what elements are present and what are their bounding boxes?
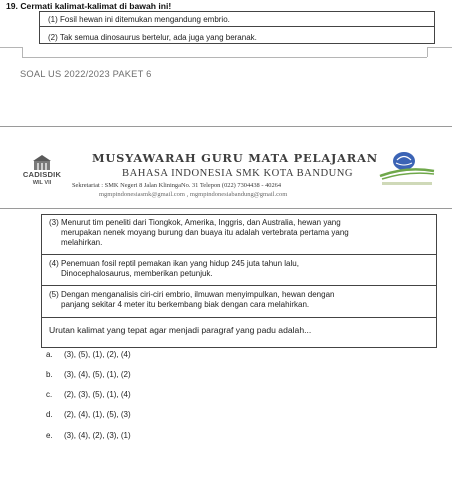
page-edge-line: [427, 47, 428, 57]
option-text: (3), (5), (1), (2), (4): [64, 350, 131, 359]
page-edge-line: [0, 47, 22, 48]
divider: [40, 26, 434, 27]
divider: [42, 317, 436, 318]
sentence-3-line-2: merupakan nenek moyang burung dan buaya itu adalah vertebrata pertama yang: [61, 228, 349, 237]
option-c[interactable]: [46, 390, 131, 399]
option-b[interactable]: [46, 370, 131, 379]
building-emblem-icon: [33, 155, 51, 171]
option-text: (3), (4), (5), (1), (2): [64, 370, 131, 379]
logo-region: WIL VII: [32, 180, 52, 186]
exam-label: SOAL US 2022/2023 PAKET 6: [20, 69, 152, 79]
sentence-4-line-1: (4) Penemuan fosil reptil pemakan ikan yang hidup 245 juta tahun lalu,: [49, 259, 299, 268]
option-letter: a.: [46, 350, 53, 359]
sentence-5-line-1: (5) Dengan menganalisis ciri-ciri embrio, ilmuwan menyimpulkan, hewan dengan: [49, 290, 335, 299]
org-address: Sekretariat : SMK Negeri 8 Jalan KliningaNo. 31 Telepon (022) 7304438 - 40264: [72, 182, 282, 189]
sentence-4-line-2: Dinocephalosaurus, memberikan petunjuk.: [61, 269, 213, 278]
option-text: (2), (3), (5), (1), (4): [64, 390, 131, 399]
question-stem: Urutan kalimat yang tepat agar menjadi paragraf yang padu adalah...: [49, 325, 312, 335]
letterhead-top-line: [0, 126, 452, 127]
sentence-5-line-2: panjang sekitar 4 meter itu berkembang biak dengan cara melahirkan.: [61, 300, 310, 309]
option-text: (2), (4), (1), (5), (3): [64, 410, 131, 419]
letterhead: [0, 126, 452, 210]
option-a[interactable]: [46, 350, 131, 359]
page-edge-line: [427, 47, 452, 48]
letterhead-bottom-line: [0, 208, 452, 209]
sentence-1: (1) Fosil hewan ini ditemukan mengandung embrio.: [48, 15, 230, 24]
sentence-box-bottom: [41, 214, 437, 348]
option-letter: d.: [46, 410, 53, 419]
option-e[interactable]: [46, 431, 131, 440]
sentence-2: (2) Tak semua dinosaurus bertelur, ada juga yang beranak.: [48, 33, 257, 42]
page-edge-line: [22, 57, 427, 58]
option-letter: e.: [46, 431, 53, 440]
page-edge-line: [22, 47, 23, 57]
org-name: MUSYAWARAH GURU MATA PELAJARAN: [92, 151, 378, 165]
divider: [42, 254, 436, 255]
sentence-box-top: [39, 11, 435, 44]
logo-name: CADISDIK: [22, 170, 62, 179]
org-emails: mgmpindonesiasmk@gmail.com , mgmpindonesiabandung@gmail.com: [99, 191, 288, 198]
option-d[interactable]: [46, 410, 131, 419]
divider: [42, 285, 436, 286]
cadisdik-logo: [19, 155, 65, 191]
option-letter: b.: [46, 370, 53, 379]
mgmp-logo-icon: [378, 149, 438, 189]
option-letter: c.: [46, 390, 53, 399]
sentence-3-line-1: (3) Menurut tim peneliti dari Tiongkok, Amerika, Inggris, dan Australia, hewan yang: [49, 218, 341, 227]
sentence-3-line-3: melahirkan.: [61, 238, 103, 247]
question-title: 19. Cermati kalimat-kalimat di bawah ini!: [6, 1, 172, 11]
option-text: (3), (4), (2), (3), (1): [64, 431, 131, 440]
org-subject: BAHASA INDONESIA SMK KOTA BANDUNG: [122, 168, 354, 179]
